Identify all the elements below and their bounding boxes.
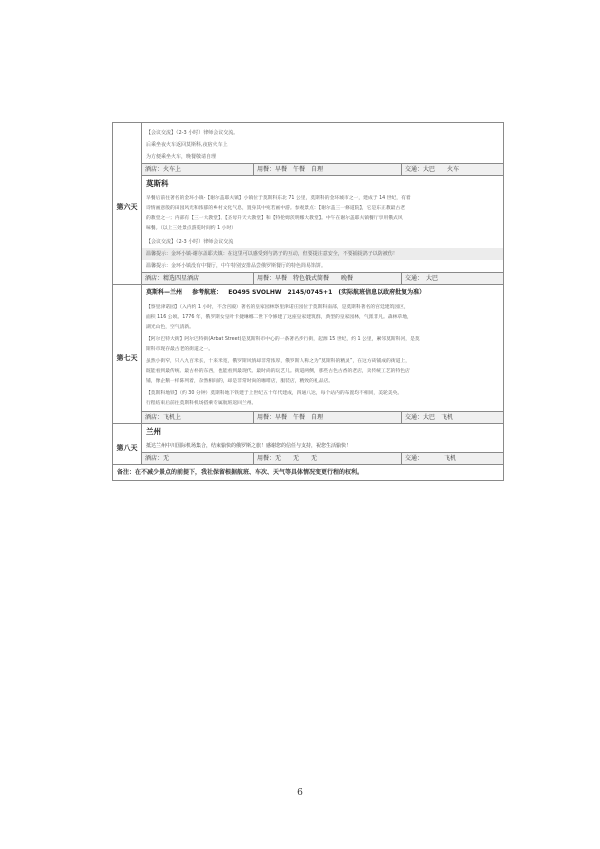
hotel-info: 酒店：无 bbox=[142, 453, 254, 464]
remark-cell bbox=[113, 465, 504, 481]
day8-label-cell bbox=[113, 424, 142, 465]
para-line: 早餐后前往著名的金环小镇-【谢尔盖耶夫镇】小镇位于莫斯科东北 71 公里，莫斯科的金环城市之一，建成于 14 世纪，有着 bbox=[146, 196, 411, 201]
route-title: 莫斯科—兰州 bbox=[146, 289, 183, 296]
para-line: 湖光山色，空气清新。 bbox=[146, 325, 194, 330]
day7-label-cell bbox=[113, 285, 142, 424]
meal-info: 用餐：早餐 午餐 自理 bbox=[254, 164, 402, 175]
day6-paragraph bbox=[142, 192, 503, 236]
day8-city-heading: 兰州 bbox=[146, 427, 161, 436]
transport-info: 交通：大巴 火车 bbox=[405, 166, 460, 173]
day6-train-line: 后乘坐夜火车返回莫斯科,夜宿火车上 bbox=[146, 142, 228, 148]
day7-summary-row bbox=[142, 411, 503, 423]
day7-content bbox=[142, 285, 504, 424]
itinerary-table bbox=[112, 122, 504, 481]
para-line: 虽然小街窄，只八九百米长，十来米宽，俄罗斯风情却非常浓厚，俄罗斯人称之为“莫斯科的精灵”，在这方砖铺成的街道上， bbox=[146, 359, 411, 364]
day6-row bbox=[113, 123, 504, 285]
para-line: 【莫斯科地铁】（约 30 分钟）莫斯科地下铁建于上世纪五十年代建成，四通八达，每个站内的布置均不相同，美轮美奂。 bbox=[146, 391, 403, 396]
remark-text: 备注：在不减少景点的前提下，我社保留根据航班、车次、天气等具体情况变更行程的权利。 bbox=[117, 469, 364, 476]
para-line: 诗情画意般的田园风光和浓郁的乡村文化气息，置身其中宛若画中游。参观景点：【谢尔盖三一修道院】，它是东正教最古老 bbox=[146, 206, 406, 211]
para-line: 既能看到最传统、最古朴的东西，也能看到最现代、最时尚的玩艺儿。街道两侧，那些古色古香的老店，卖传统工艺的特色店 bbox=[146, 369, 410, 374]
transport-info: 交通： 飞机 bbox=[405, 455, 457, 462]
day6-tip-2: 温馨提示：金环小镇没有中餐厅，中午特别安排品尝俄罗斯餐厅的特色简易馅饼。 bbox=[146, 263, 327, 269]
day6-dinner-note: 为方便乘坐火车，晚餐敬请自理 bbox=[146, 154, 217, 160]
flight-note: (实际航班信息以政府批复为准） bbox=[338, 289, 426, 296]
day7-paragraph bbox=[142, 301, 503, 411]
day6-content bbox=[142, 123, 504, 285]
day6-label-cell bbox=[113, 123, 142, 285]
flight-code: EO495 SVOLHW 2145/0745+1 bbox=[228, 289, 333, 296]
meal-info: 用餐：无 无 无 bbox=[254, 453, 402, 464]
para-line: 斯科市现存最古老的街道之一。 bbox=[146, 347, 214, 352]
day8-row bbox=[113, 424, 504, 465]
para-line: 味餐。（以上三处景点游览时间约 1 小时） bbox=[146, 226, 237, 231]
day8-content bbox=[142, 424, 504, 465]
para-line: 的教堂之一；内部有【三一大教堂】、【圣母升天大教堂】和【特伦姆茨明娜大教堂】。中午在谢尔盖耶夫镇餐厅享用俄式风 bbox=[146, 216, 403, 221]
day6-city-heading: 莫斯科 bbox=[146, 179, 169, 188]
day7-row bbox=[113, 285, 504, 424]
day7-flight-header bbox=[142, 285, 503, 301]
hotel-info: 酒店：火车上 bbox=[142, 164, 254, 175]
para-line: 面积 116 公顷。1776 年，俄罗斯女皇叶卡捷琳娜二世下令修建了这座皇家建筑群，典型的皇家园林，气派非凡。森林草地， bbox=[146, 315, 412, 320]
day6-tip-1: 温馨提示：金环小镇-谢尔盖耶夫镇：在这里可以感受到与鸽子的互动，但要提注意安全，不要捕捉鸽子以防被伤！ bbox=[142, 248, 503, 260]
day6-meeting-line-2: 【会议交流】（2-3 小时）律师会议交流 bbox=[146, 239, 234, 245]
hotel-info: 酒店：飞机上 bbox=[142, 412, 254, 423]
remark-row bbox=[113, 465, 504, 481]
flight-label: 参考航班： bbox=[192, 289, 223, 296]
para-line: 行程结束后前往莫斯科机场搭乘专属航班返回兰州。 bbox=[146, 401, 257, 406]
day6-label: 第六天 bbox=[116, 203, 138, 211]
day8-text: 抵达兰州中川国际机场集合，结束愉快的俄罗斯之旅！感谢您的信任与支持，祝您生活愉快！ bbox=[146, 443, 352, 449]
day8-summary-row bbox=[142, 452, 503, 464]
hotel-info: 酒店：精选四星酒店 bbox=[142, 273, 254, 284]
transport-info: 交通： 大巴 bbox=[405, 275, 439, 282]
day6-summary-row-1 bbox=[142, 163, 503, 175]
day6-summary-row-2 bbox=[142, 272, 503, 284]
day6-meeting-line: 【会议交流】（2-3 小时）律师会议交流。 bbox=[146, 130, 239, 136]
itinerary-sheet bbox=[112, 122, 504, 481]
para-line: 铺，像企鹅一样陈列着，杂然相间的，却是非常时尚的咖啡店，服装店，精致的礼品店。 bbox=[146, 379, 334, 384]
transport-info: 交通：大巴 飞机 bbox=[405, 414, 454, 421]
para-line: 【阿尔巴特大街】阿尔巴特街(Arbat Street)是莫斯科市中心的一条著名步行街，起源 15 世纪，约 1 公里，紧邻莫斯科河，是莫 bbox=[146, 337, 420, 342]
para-line: 【察里津诺园】（入内约 1 小时，不含宫殿）著名的皇家园林察里津诺庄园位于莫斯科南部，是莫斯科著名的宫廷建筑园区， bbox=[146, 305, 409, 310]
day8-label: 第八天 bbox=[116, 443, 138, 452]
page-number: 6 bbox=[297, 788, 303, 798]
meal-info: 用餐：早餐 特色俄式简餐 晚餐 bbox=[254, 273, 402, 284]
meal-info: 用餐：早餐 午餐 自理 bbox=[254, 412, 402, 423]
day7-label: 第七天 bbox=[116, 353, 138, 362]
